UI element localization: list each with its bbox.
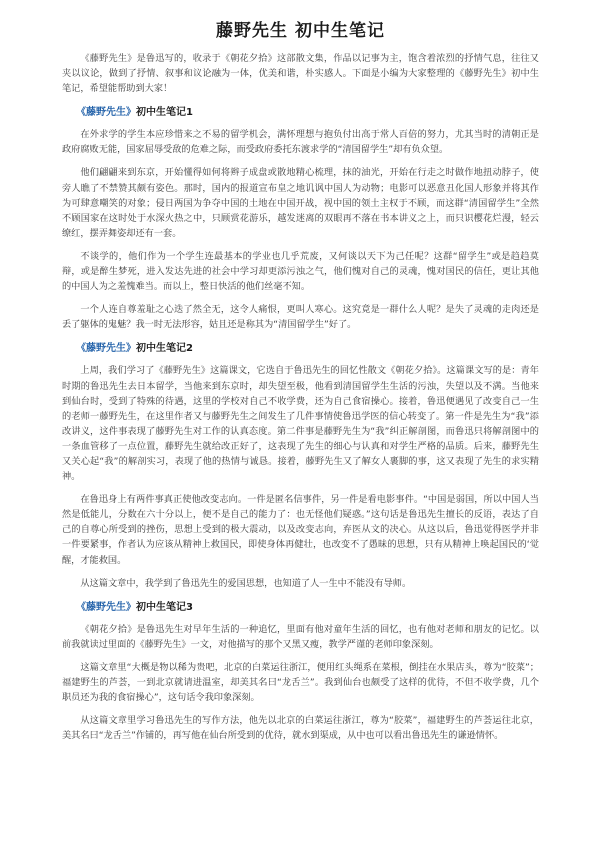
document-title: 藤野先生 初中生笔记 [216, 21, 385, 41]
section-3-heading [62, 600, 539, 616]
section-2-heading-book: 《藤野先生》 [76, 343, 136, 355]
section-3-paragraph: 从这篇文章里学习鲁迅先生的写作方法，他先以北京的白菜运往浙江，尊为“胶菜”，福建野生的芦荟运往北京，美其名曰“龙舌兰”作铺的，再写他在仙台所受到的优待，就水到渠成，从中也可以看出鲁迅先生的谦逊情怀。 [62, 715, 539, 742]
section-3-heading-book: 《藤野先生》 [76, 601, 136, 613]
section-2-heading-text: 初中生笔记2 [136, 343, 193, 355]
section-1-paragraph: 在外求学的学生本应珍惜来之不易的留学机会，满怀理想与抱负付出高于常人百倍的努力，尤其当时的清朝正是政府腐败无能，国家屈辱受敌的危难之际，而受政府委托东渡求学的“清国留学生”却有负众望。 [62, 129, 539, 156]
section-2-paragraph: 在鲁迅身上有两件事真正使他改变志向。一件是匿名信事件，另一件是看电影事件。“中国是弱国，所以中国人当然是低能儿，分数在六十分以上，便不是自己的能力了：也无怪他们疑惑。”这句话是鲁迅先生擅长的反语，表达了自己的自尊心所受到的挫伤，思想上受到的极大震动，以及改变志向，弃医从文的决心。从这以后，鲁迅觉得医学并非一件要紧事，作者认为应该从精神上救国民，即使身体再健壮，也改变不了愚昧的思想，只有从精神上唤起国民的‘觉醒，才能救国。 [62, 494, 539, 566]
section-1-heading-text: 初中生笔记1 [136, 107, 193, 119]
section-1-heading-book: 《藤野先生》 [76, 107, 136, 119]
section-2-paragraph: 上周，我们学习了《藤野先生》这篇课文，它选自于鲁迅先生的回忆性散文《朝花夕拾》。这篇课文写的是：青年时期的鲁迅先生去日本留学，当他来到东京时，却失望至极，他看到清国留学生生活的污浊，失望以及不满。当他来到仙台时，受到了特殊的待遇，这里的学校对自己不收学费，还为自己食宿操心。接着，鲁迅便遇见了改变自己一生的老师一藤野先生，在这里作者又与藤野先生之间发生了几件事情使鲁迅学医的信心转变了。第一件是先生为“我”添改讲义，这件事表现了藤野先生对工作的认真态度。第二件事是藤野先生为“我”纠正解剖图，而鲁迅只将解剖图中的一条血管移了一点位置，藤野先生就给改正好了，这表现了先生的细心与认真和对学生严格的品质。后来，藤野先生又关心起“我”的解剖实习，表现了他的热情与诚恳。接着，藤野先生又了解女人裹脚的事，这又表现了先生的求实精神。 [62, 365, 539, 483]
section-1-heading [62, 105, 539, 121]
section-1-paragraph: 不谈学的，他们作为一个学生连最基本的学业也几乎荒废，又何谈以天下为己任呢？这群“留学生”或是趋趋莫辩，或是醉生梦死，进入发达先进的社会中学习却更添污浊之气，他们愧对自己的灵魂，愧对国民的信任，更让其他的中国人为之羞愧难当。而以上，整日快活的他们丝毫不知。 [62, 250, 539, 293]
section-2-paragraph: 从这篇文章中，我学到了鲁迅先生的爱国思想，也知道了人一生中不能没有导师。 [80, 577, 412, 589]
section-3-heading-text: 初中生笔记3 [136, 601, 193, 613]
section-2-heading [62, 341, 539, 357]
section-3-paragraph: 《朝花夕拾》是鲁迅先生对早年生活的一种追忆，里面有他对童年生活的回忆，也有他对老师和朋友的记忆。以前我就读过里面的《藤野先生》一文，对他描写的那个又黑又瘦，教学严谨的老师印象深刻。 [62, 623, 539, 650]
section-1-paragraph: 他们翩翩来到东京，开始懂得如何将辫子成盘或散地精心梳理，抹的油光，开始在行走之时做作地扭动脖子，使旁人瞧了不禁赞其颇有姿色。那时，国内的报道宣布皇之地讥讽中国人为动物；电影可以恶意丑化国人形象并将其作为可肆意嘲笑的对象；侵日两国为争夺中国的土地在中国开战，视中国的领土主权于不顾，而这群“清国留学生”全然不顾国家在这时处于水深火热之中，只顾赏花游乐，越发迷离的双眼再不落在书本讲义之上，而只识樱花烂漫，轻云缭红，摆弄舞姿却还有一套。 [62, 167, 539, 239]
intro-paragraph: 《藤野先生》是鲁迅写的，收录于《朝花夕拾》这部散文集，作品以记事为主，饱含着浓烈的抒情气息，往往又夹以议论，做到了抒情、叙事和议论融为一体，优美和谐，朴实感人。下面是小编为大家整理的《藤野先生》初中生笔记，希望能帮助到大家！ [62, 53, 539, 95]
section-3-paragraph: 这篇文章里“大概是物以稀为贵吧，北京的白菜运往浙江，便用红头绳系在菜根，倒挂在水果店头，尊为“胶菜”；福建野生的芦荟，一到北京就请进温室，却美其名曰“龙舌兰”。我到仙台也颇受了这样的优待，不但不收学费，几个职员还为我的食宿操心”，这句话令我印象深刻。 [62, 661, 539, 704]
section-1-paragraph: 一个人连自尊羞耻之心迭了然全无，这令人痛恨，更叫人寒心。这究竟是一群什么人呢？是失了灵魂的走肉还是丢了躯体的鬼魅？我一时无法形容，姑且还是称其为“清国留学生”好了。 [62, 304, 539, 331]
